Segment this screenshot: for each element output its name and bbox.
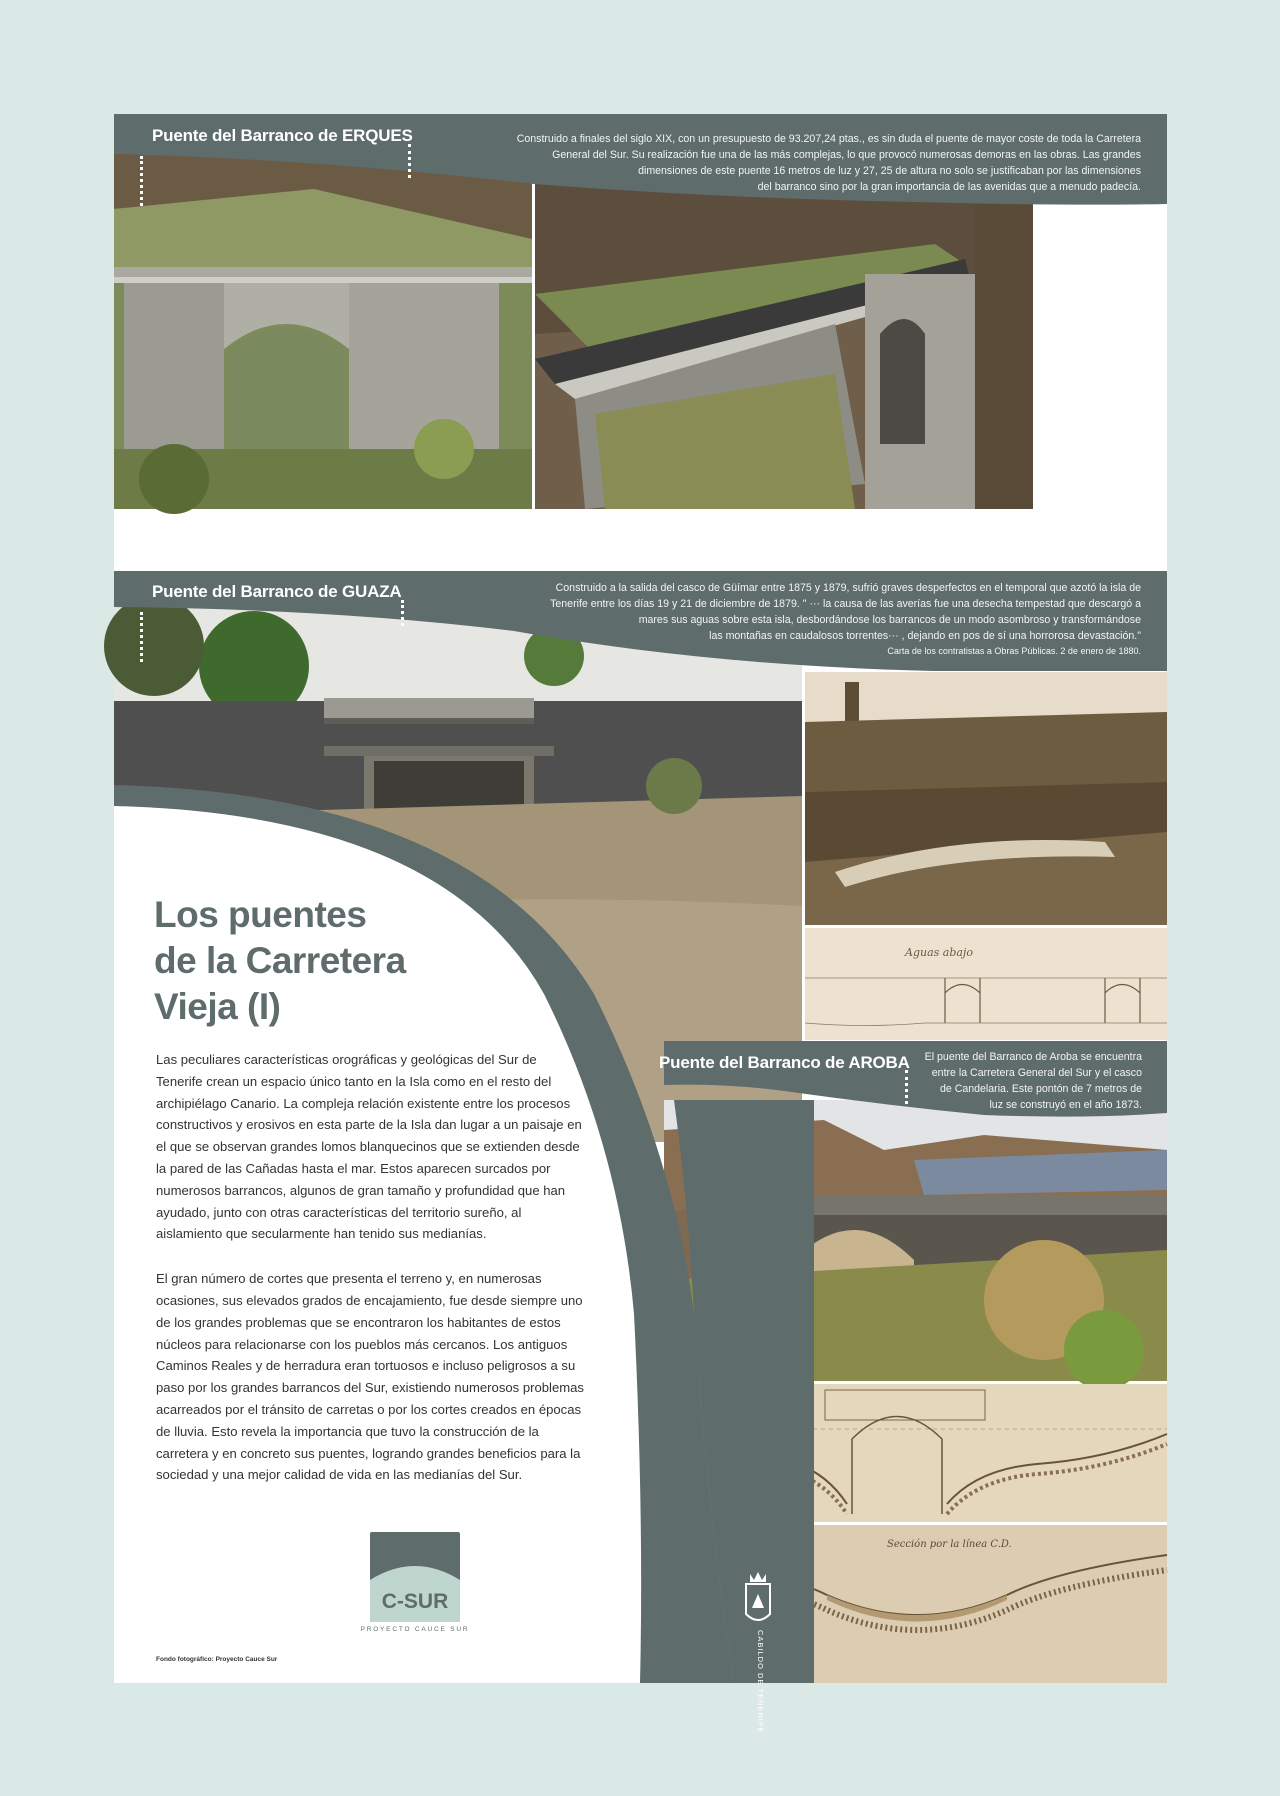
- guaza-desc-line: Tenerife entre los días 19 y 21 de diciembre de 1879. " ··· la causa de las averías fue una desecha tempestad que descargó a: [550, 598, 1141, 610]
- guaza-desc-line: mares sus aguas sobre esta isla, desbordándose los barrancos de un modo asombroso y transformándose: [638, 614, 1141, 626]
- erques-desc-line: dimensiones de este puente 16 metros de luz y 27, 25 de altura no solo se justificaban por las dimensiones: [638, 165, 1141, 177]
- erques-desc-line: General del Sur. Su realización fue una de las más complejas, lo que provocó numerosas demoras en las obras. Las grandes: [552, 149, 1141, 161]
- poster: [114, 114, 1167, 1734]
- aroba-desc-line: entre la Carretera General del Sur y el casco: [931, 1067, 1142, 1079]
- aroba-desc-line: de Candelaria. Este pontón de 7 metros de: [939, 1083, 1142, 1095]
- aroba-title: Puente del Barranco de AROBA: [659, 1053, 910, 1072]
- body-text: [156, 1049, 586, 1509]
- csur-logo-name: C-SUR: [381, 1590, 449, 1613]
- guaza-credit: Carta de los contratistas a Obras Públicas. 2 de enero de 1880.: [887, 646, 1141, 656]
- aroba-desc-line: El puente del Barranco de Aroba se encuentra: [924, 1051, 1142, 1063]
- photo-credit: Fondo fotográfico: Proyecto Cauce Sur: [156, 1656, 278, 1663]
- erques-title: Puente del Barranco de ERQUES: [152, 126, 413, 145]
- guaza-drawing-caption: Aguas abajo: [905, 946, 973, 959]
- erques-desc-line: Construido a finales del siglo XIX, con un presupuesto de 93.207,24 ptas., es sin duda el puente de mayor coste de toda la Carretera: [516, 133, 1141, 145]
- cabildo-shield-icon: [728, 1564, 788, 1734]
- guaza-desc-line: las montañas en caudalosos torrentes··· , dejando en pos de sí una horrorosa devastación.": [709, 630, 1141, 642]
- main-title-line: Vieja (I): [154, 986, 281, 1027]
- body-paragraph-1: Las peculiares características orográficas y geológicas del Sur de Tenerife crean un espacio único tanto en la Isla como en el resto del archipiélago Canario. La compleja relación existente entre los procesos constructivos y erosivos en esta parte de la Isla dan lugar a un paisaje en el que se observan grandes lomos blanquecinos que se extienden desde la pared de las Cañadas hasta el mar. Estos aparecen surcados por numerosos barrancos, algunos de gran tamaño y profundidad que han ayudado, junto con otras características del territorio sureño, al aislamiento que secularmente han tenido sus medianías.: [156, 1052, 582, 1242]
- aroba-drawing-caption: Sección por la línea C.D.: [887, 1539, 1012, 1550]
- guaza-title: Puente del Barranco de GUAZA: [152, 582, 402, 601]
- main-title-line: de la Carretera: [154, 940, 406, 981]
- erques-desc-line: del barranco sino por la gran importancia de las avenidas que a menudo padecía.: [757, 181, 1141, 193]
- main-title: [154, 892, 484, 1030]
- csur-logo: [360, 1532, 470, 1633]
- csur-logo-mark: [370, 1532, 460, 1622]
- main-title-line: Los puentes: [154, 894, 367, 935]
- cabildo-text: CABILDO DE TENERIFE: [756, 1630, 765, 1734]
- body-paragraph-2: El gran número de cortes que presenta el terreno y, en numerosas ocasiones, sus elevados grados de encajamiento, fue desde siempre uno de los grandes problemas que se encontraron los habitantes de estos núcleos para relacionarse con los pueblos más cercanos. Los antiguos Caminos Reales y de herradura eran tortuosos e incluso peligrosos a su paso por los grandes barrancos del Sur, existiendo numerosos problemas acarreados por el tránsito de carretas o por los cortes creados en épocas de lluvia. Esto revela la importancia que tuvo la construcción de la carretera y en concreto sus puentes, logrando grandes beneficios para la sociedad y una mejor calidad de vida en las medianías del Sur.: [156, 1271, 584, 1483]
- guaza-desc-line: Construido a la salida del casco de Güímar entre 1875 y 1879, sufrió graves desperfectos en el temporal que azotó la isla de: [555, 582, 1141, 594]
- cabildo-emblem: [728, 1564, 788, 1734]
- aroba-desc-line: luz se construyó en el año 1873.: [989, 1099, 1142, 1111]
- csur-logo-tagline: PROYECTO CAUCE SUR: [360, 1626, 470, 1633]
